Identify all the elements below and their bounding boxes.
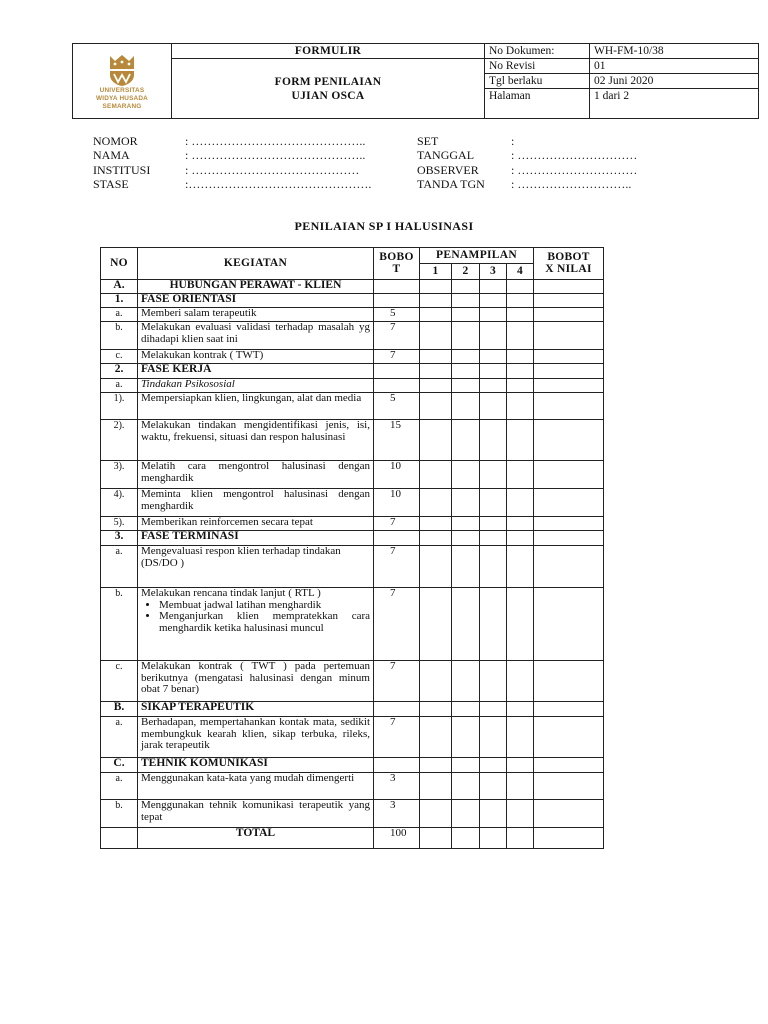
form-title [172, 59, 485, 119]
weight-cell [374, 294, 420, 308]
weight-cell [374, 702, 420, 717]
activity-text: Menggunakan tehnik komunikasi terapeutik yang tepat [141, 799, 370, 823]
university-logo [73, 44, 172, 119]
form-title-line1: FORM PENILAIAN [274, 75, 382, 88]
score-cell-3[interactable] [480, 828, 507, 849]
weighted-score-cell[interactable] [534, 588, 604, 661]
score-cell-2[interactable] [452, 661, 480, 702]
formulir-label: FORMULIR [172, 44, 485, 59]
section-heading: FASE KERJA [141, 363, 212, 375]
weight-cell: 7 [374, 588, 420, 661]
weighted-score-cell[interactable] [534, 758, 604, 773]
score-cell-1[interactable] [420, 517, 452, 531]
score-cell-2[interactable] [452, 308, 480, 322]
score-cell-2[interactable] [452, 489, 480, 517]
activity-cell [138, 773, 374, 800]
score-cell-4[interactable] [507, 280, 534, 294]
row-number: c. [101, 350, 138, 364]
score-cell-4[interactable] [507, 758, 534, 773]
weighted-score-cell[interactable] [534, 364, 604, 379]
header-score-3: 3 [480, 264, 507, 280]
score-cell-4[interactable] [507, 364, 534, 379]
row-number: 2. [101, 364, 138, 379]
activity-cell [138, 364, 374, 379]
row-number: 5). [101, 517, 138, 531]
activity-cell [138, 350, 374, 364]
score-cell-1[interactable] [420, 322, 452, 350]
identity-label-institusi: INSTITUSI [93, 162, 151, 177]
row-number: b. [101, 322, 138, 350]
weight-cell: 10 [374, 461, 420, 489]
activity-cell [138, 461, 374, 489]
score-cell-3[interactable] [480, 702, 507, 717]
score-cell-3[interactable] [480, 800, 507, 828]
score-cell-1[interactable] [420, 546, 452, 588]
identity-label-stase: STASE [93, 176, 129, 191]
header-bobot: BOBOT [374, 248, 420, 280]
section-title: PENILAIAN SP I HALUSINASI [294, 219, 474, 233]
activity-text: Mengevaluasi respon klien terhadap tindakan [141, 545, 341, 557]
weight-cell: 5 [374, 308, 420, 322]
score-cell-4[interactable] [507, 800, 534, 828]
table-row [101, 531, 604, 546]
row-number: c. [101, 661, 138, 702]
bullet-list [141, 600, 370, 635]
score-cell-2[interactable] [452, 702, 480, 717]
assessment-table-body [101, 280, 604, 849]
score-cell-4[interactable] [507, 308, 534, 322]
weighted-score-cell[interactable] [534, 379, 604, 393]
table-row [101, 322, 604, 350]
identity-row [93, 177, 693, 191]
score-cell-2[interactable] [452, 517, 480, 531]
table-row [101, 379, 604, 393]
score-cell-3[interactable] [480, 350, 507, 364]
row-number: a. [101, 308, 138, 322]
score-cell-1[interactable] [420, 588, 452, 661]
weighted-score-cell[interactable] [534, 294, 604, 308]
score-cell-3[interactable] [480, 546, 507, 588]
activity-text: Tindakan Psikososial [141, 378, 235, 390]
assessment-table [100, 247, 604, 849]
score-cell-3[interactable] [480, 758, 507, 773]
weight-cell: 10 [374, 489, 420, 517]
score-cell-3[interactable] [480, 773, 507, 800]
form-title-line2: UJIAN OSCA [291, 89, 365, 102]
score-cell-4[interactable] [507, 461, 534, 489]
table-row [101, 308, 604, 322]
table-row [101, 588, 604, 661]
weight-cell: 3 [374, 800, 420, 828]
activity-text: Memberi salam terapeutik [141, 307, 257, 319]
row-number: b. [101, 588, 138, 661]
score-cell-3[interactable] [480, 308, 507, 322]
score-cell-4[interactable] [507, 322, 534, 350]
section-heading: TOTAL [235, 827, 276, 839]
score-cell-3[interactable] [480, 322, 507, 350]
table-row [101, 420, 604, 461]
score-cell-1[interactable] [420, 531, 452, 546]
activity-cell [138, 661, 374, 702]
score-cell-2[interactable] [452, 828, 480, 849]
score-cell-2[interactable] [452, 758, 480, 773]
logo-text-city: SEMARANG [102, 103, 142, 109]
weight-cell: 100 [374, 828, 420, 849]
score-cell-3[interactable] [480, 420, 507, 461]
weighted-score-cell[interactable] [534, 661, 604, 702]
header-kegiatan: KEGIATAN [138, 248, 374, 280]
weight-cell: 7 [374, 717, 420, 758]
score-cell-1[interactable] [420, 350, 452, 364]
header-score-2: 2 [452, 264, 480, 280]
table-row [101, 546, 604, 588]
score-cell-4[interactable] [507, 661, 534, 702]
table-row [101, 280, 604, 294]
row-number: 4). [101, 489, 138, 517]
identity-field-set[interactable]: : [511, 134, 515, 148]
identity-field-observer[interactable]: : ………………………… [511, 162, 638, 177]
header-penampilan: PENAMPILAN [420, 248, 534, 264]
activity-cell [138, 294, 374, 308]
section-heading: FASE ORIENTASI [141, 293, 237, 305]
activity-text: Melakukan kontrak ( TWT) [141, 349, 264, 361]
weighted-score-cell[interactable] [534, 393, 604, 420]
score-cell-3[interactable] [480, 393, 507, 420]
logo-text-university: UNIVERSITAS [99, 87, 145, 94]
score-cell-3[interactable] [480, 717, 507, 758]
table-row [101, 517, 604, 531]
identity-label-nomor: NOMOR [93, 134, 138, 148]
activity-text: Melatih cara mengontrol halusinasi dengan menghardik [141, 460, 370, 484]
score-cell-2[interactable] [452, 717, 480, 758]
table-row [101, 828, 604, 849]
activity-text: Menggunakan kata-kata yang mudah dimengerti [141, 772, 355, 784]
score-cell-2[interactable] [452, 773, 480, 800]
score-cell-4[interactable] [507, 517, 534, 531]
header-bobot-x-nilai: BOBOT X NILAI [534, 248, 604, 280]
activity-text: Melakukan rencana tindak lanjut ( RTL ) [141, 587, 321, 599]
weighted-score-cell[interactable] [534, 828, 604, 849]
activity-cell [138, 758, 374, 773]
score-cell-1[interactable] [420, 489, 452, 517]
weight-cell [374, 758, 420, 773]
weighted-score-cell[interactable] [534, 702, 604, 717]
table-row [101, 661, 604, 702]
weighted-score-cell[interactable] [534, 546, 604, 588]
activity-cell [138, 322, 374, 350]
score-cell-1[interactable] [420, 773, 452, 800]
score-cell-4[interactable] [507, 379, 534, 393]
weight-cell: 7 [374, 322, 420, 350]
activity-cell [138, 517, 374, 531]
meta-label-date: Tgl berlaku [485, 74, 590, 89]
score-cell-1[interactable] [420, 308, 452, 322]
table-row [101, 758, 604, 773]
row-number: 2). [101, 420, 138, 461]
score-cell-1[interactable] [420, 828, 452, 849]
score-cell-3[interactable] [480, 588, 507, 661]
weighted-score-cell[interactable] [534, 280, 604, 294]
score-cell-2[interactable] [452, 379, 480, 393]
score-cell-4[interactable] [507, 350, 534, 364]
section-heading: FASE TERMINASI [141, 530, 239, 542]
activity-cell [138, 531, 374, 546]
row-number: B. [101, 702, 138, 717]
identity-label-tanggal: TANGGAL [417, 148, 475, 163]
identity-field-tanggal[interactable]: : ………………………… [511, 148, 638, 163]
table-row [101, 364, 604, 379]
weight-cell: 15 [374, 420, 420, 461]
score-cell-4[interactable] [507, 717, 534, 758]
weight-cell: 7 [374, 350, 420, 364]
table-row [101, 702, 604, 717]
meta-value-revision: 01 [590, 59, 759, 74]
activity-cell [138, 828, 374, 849]
score-cell-1[interactable] [420, 702, 452, 717]
meta-value-date: 02 Juni 2020 [590, 74, 759, 89]
weight-cell: 7 [374, 517, 420, 531]
meta-label-doc: No Dokumen: [485, 44, 590, 59]
activity-cell [138, 588, 374, 661]
weighted-score-cell[interactable] [534, 800, 604, 828]
row-number: 1). [101, 393, 138, 420]
header-no: NO [101, 248, 138, 280]
section-heading: SIKAP TERAPEUTIK [141, 701, 255, 713]
score-cell-4[interactable] [507, 294, 534, 308]
score-cell-4[interactable] [507, 546, 534, 588]
activity-cell [138, 800, 374, 828]
row-number: a. [101, 379, 138, 393]
weight-cell: 7 [374, 661, 420, 702]
identity-label-nama: NAMA [93, 148, 130, 163]
row-number: 1. [101, 294, 138, 308]
table-row [101, 350, 604, 364]
score-cell-4[interactable] [507, 531, 534, 546]
score-cell-3[interactable] [480, 517, 507, 531]
table-row [101, 461, 604, 489]
row-number: a. [101, 773, 138, 800]
score-cell-1[interactable] [420, 758, 452, 773]
weight-cell [374, 280, 420, 294]
identity-block [93, 134, 693, 191]
score-cell-1[interactable] [420, 294, 452, 308]
identity-field-nomor[interactable]: : …………………………………….. [185, 134, 366, 148]
logo-text-name: WIDYA HUSADA [96, 95, 148, 102]
activity-text: Memberikan reinforcemen secara tepat [141, 516, 313, 528]
score-cell-4[interactable] [507, 773, 534, 800]
identity-field-stase[interactable]: :………………………………………. [185, 176, 372, 191]
activity-text: (DS/DO ) [141, 556, 185, 569]
score-cell-1[interactable] [420, 280, 452, 294]
score-cell-1[interactable] [420, 661, 452, 702]
score-cell-2[interactable] [452, 531, 480, 546]
header-score-1: 1 [420, 264, 452, 280]
score-cell-3[interactable] [480, 461, 507, 489]
score-cell-4[interactable] [507, 393, 534, 420]
weighted-score-cell[interactable] [534, 420, 604, 461]
row-number: 3. [101, 531, 138, 546]
score-cell-3[interactable] [480, 489, 507, 517]
score-cell-4[interactable] [507, 489, 534, 517]
activity-cell [138, 717, 374, 758]
score-cell-3[interactable] [480, 379, 507, 393]
score-cell-4[interactable] [507, 588, 534, 661]
bullet-item: • Membuat jadwal latihan menghardik [159, 600, 370, 612]
identity-label-observer: OBSERVER [417, 162, 479, 177]
score-cell-3[interactable] [480, 294, 507, 308]
score-cell-1[interactable] [420, 461, 452, 489]
identity-label-set: SET [417, 134, 439, 148]
row-number: C. [101, 758, 138, 773]
weighted-score-cell[interactable] [534, 489, 604, 517]
activity-cell [138, 308, 374, 322]
row-number: A. [101, 280, 138, 294]
weighted-score-cell[interactable] [534, 308, 604, 322]
activity-text: Berhadapan, mempertahankan kontak mata, sedikit membungkuk kearah klien, sikap terbuka, rileks, jarak terapeutik [141, 716, 370, 752]
score-cell-3[interactable] [480, 531, 507, 546]
activity-cell [138, 420, 374, 461]
table-row [101, 393, 604, 420]
score-cell-2[interactable] [452, 364, 480, 379]
activity-cell [138, 393, 374, 420]
identity-row [93, 163, 693, 177]
score-cell-1[interactable] [420, 379, 452, 393]
meta-value-page: 1 dari 2 [590, 89, 759, 119]
identity-row [93, 134, 693, 148]
identity-label-tanda-tgn: TANDA TGN [417, 176, 485, 191]
weight-cell: 3 [374, 773, 420, 800]
score-cell-4[interactable] [507, 420, 534, 461]
score-cell-1[interactable] [420, 364, 452, 379]
document-header [72, 43, 759, 119]
row-number: a. [101, 717, 138, 758]
score-cell-2[interactable] [452, 588, 480, 661]
activity-text: Meminta klien mengontrol halusinasi dengan menghardik [141, 488, 370, 512]
meta-label-revision: No Revisi [485, 59, 590, 74]
score-cell-3[interactable] [480, 280, 507, 294]
table-row [101, 489, 604, 517]
activity-cell [138, 489, 374, 517]
weighted-score-cell[interactable] [534, 531, 604, 546]
weight-cell [374, 379, 420, 393]
weighted-score-cell[interactable] [534, 517, 604, 531]
section-heading: HUBUNGAN PERAWAT - KLIEN [169, 279, 342, 291]
section-heading: TEHNIK KOMUNIKASI [141, 757, 268, 769]
score-cell-2[interactable] [452, 294, 480, 308]
weighted-score-cell[interactable] [534, 322, 604, 350]
weight-cell: 5 [374, 393, 420, 420]
score-cell-2[interactable] [452, 280, 480, 294]
weighted-score-cell[interactable] [534, 717, 604, 758]
score-cell-1[interactable] [420, 717, 452, 758]
activity-cell [138, 379, 374, 393]
meta-value-doc: WH-FM-10/38 [590, 44, 759, 59]
activity-text: Melakukan evaluasi validasi terhadap masalah yg dihadapi klien saat ini [141, 321, 370, 345]
crown-shield-icon [105, 53, 139, 87]
identity-field-institusi[interactable]: : …………………………………… [185, 162, 360, 177]
score-cell-3[interactable] [480, 661, 507, 702]
activity-text: Mempersiapkan klien, lingkungan, alat dan media [141, 392, 362, 404]
activity-text: Melakukan tindakan mengidentifikasi jenis, isi, waktu, frekuensi, situasi dan respon halusinasi [141, 419, 370, 443]
table-row [101, 717, 604, 758]
bullet-item: • Menganjurkan klien mempratekkan cara menghardik ketika halusinasi muncul [159, 611, 370, 634]
score-cell-1[interactable] [420, 800, 452, 828]
score-cell-1[interactable] [420, 393, 452, 420]
score-cell-2[interactable] [452, 350, 480, 364]
row-number: b. [101, 800, 138, 828]
weight-cell [374, 364, 420, 379]
row-number: 3). [101, 461, 138, 489]
activity-cell [138, 280, 374, 294]
score-cell-2[interactable] [452, 461, 480, 489]
identity-field-tanda-tgn[interactable]: : ……………………….. [511, 176, 632, 191]
table-row [101, 800, 604, 828]
activity-text: Melakukan kontrak ( TWT ) pada pertemuan berikutnya (mengatasi halusinasi dengan minum obat 7 benar) [141, 660, 370, 696]
row-number [101, 828, 138, 849]
identity-row [93, 148, 693, 162]
score-cell-4[interactable] [507, 702, 534, 717]
activity-cell [138, 546, 374, 588]
score-cell-4[interactable] [507, 828, 534, 849]
header-score-4: 4 [507, 264, 534, 280]
score-cell-2[interactable] [452, 800, 480, 828]
weight-cell [374, 531, 420, 546]
weight-cell: 7 [374, 546, 420, 588]
weighted-score-cell[interactable] [534, 461, 604, 489]
table-row [101, 773, 604, 800]
meta-label-page: Halaman [485, 89, 590, 119]
score-cell-2[interactable] [452, 393, 480, 420]
score-cell-2[interactable] [452, 420, 480, 461]
activity-cell [138, 702, 374, 717]
weighted-score-cell[interactable] [534, 350, 604, 364]
row-number: a. [101, 546, 138, 588]
weighted-score-cell[interactable] [534, 773, 604, 800]
identity-field-nama[interactable]: : …………………………………….. [185, 148, 366, 163]
score-cell-2[interactable] [452, 546, 480, 588]
score-cell-2[interactable] [452, 322, 480, 350]
table-row [101, 294, 604, 308]
score-cell-3[interactable] [480, 364, 507, 379]
score-cell-1[interactable] [420, 420, 452, 461]
